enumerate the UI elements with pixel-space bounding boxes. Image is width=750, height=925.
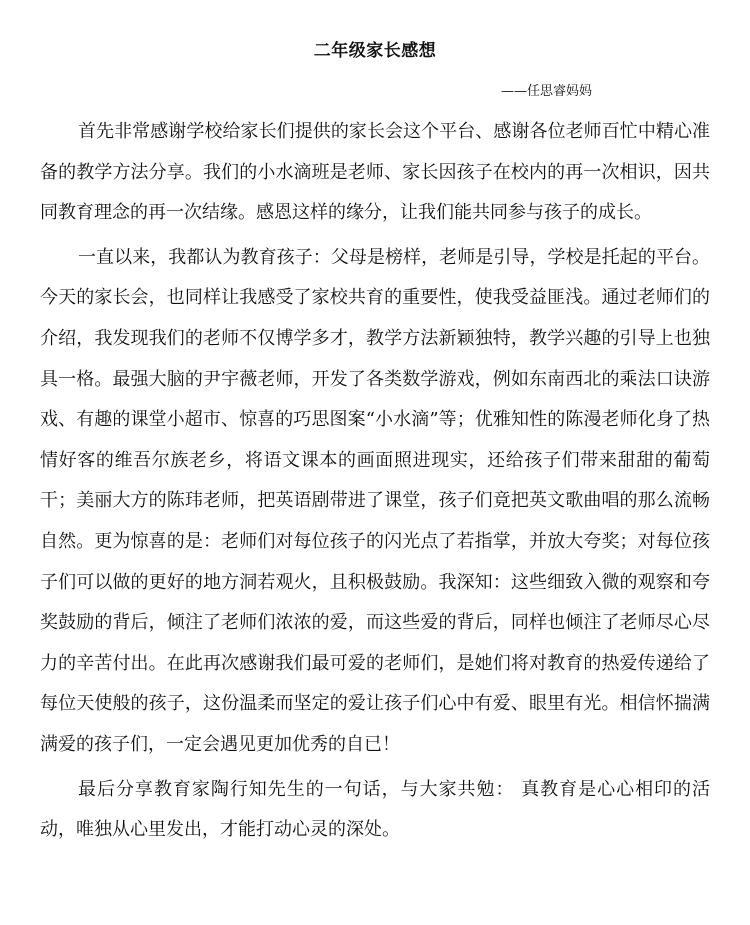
paragraph-closing: 最后分享教育家陶行知先生的一句话，与大家共勉： 真教育是心心相印的活动，唯独从心里发出，才能打动心灵的深处。	[40, 778, 710, 841]
paragraph-intro: 首先非常感谢学校给家长们提供的家长会这个平台、感谢各位老师百忙中精心准备的教学方法分享。我们的小水滴班是老师、家长因孩子在校内的再一次相识，因共同教育理念的再一次结缘。感恩这样的缘分，让我们能共同参与孩子的成长。	[40, 121, 710, 224]
document-body	[40, 112, 710, 855]
author-signature: ——任思睿妈妈	[500, 84, 592, 99]
document-title: 二年级家长感想	[313, 41, 437, 61]
paragraph-main: 一直以来，我都认为教育孩子：父母是榜样，老师是引导，学校是托起的平台。今天的家长会，也同样让我感受了家校共育的重要性，使我受益匪浅。通过老师们的介绍，我发现我们的老师不仅博学多才，教学方法新颖独特，教学兴趣的引导上也独具一格。最强大脑的尹宇薇老师，开发了各类数学游戏，例如东南西北的乘法口诀游戏、有趣的课堂小超市、惊喜的巧思图案“小水滴”等；优雅知性的陈漫老师化身了热情好客的维吾尔族老乡，将语文课本的画面照进现实，还给孩子们带来甜甜的葡萄干；美丽大方的陈玮老师，把英语剧带进了课堂，孩子们竟把英文歌曲唱的那么流畅自然。更为惊喜的是：老师们对每位孩子的闪光点了若指掌，并放大夸奖；对每位孩子们可以做的更好的地方洞若观火，且积极鼓励。我深知：这些细致入微的观察和夸奖鼓励的背后，倾注了老师们浓浓的爱，而这些爱的背后，同样也倾注了老师尽心尽力的辛苦付出。在此再次感谢我们最可爱的老师们，是她们将对教育的热爱传递给了每位天使般的孩子，这份温柔而坚定的爱让孩子们心中有爱、眼里有光。相信怀揣满满爱的孩子们，一定会遇见更加优秀的自已！	[40, 246, 710, 755]
